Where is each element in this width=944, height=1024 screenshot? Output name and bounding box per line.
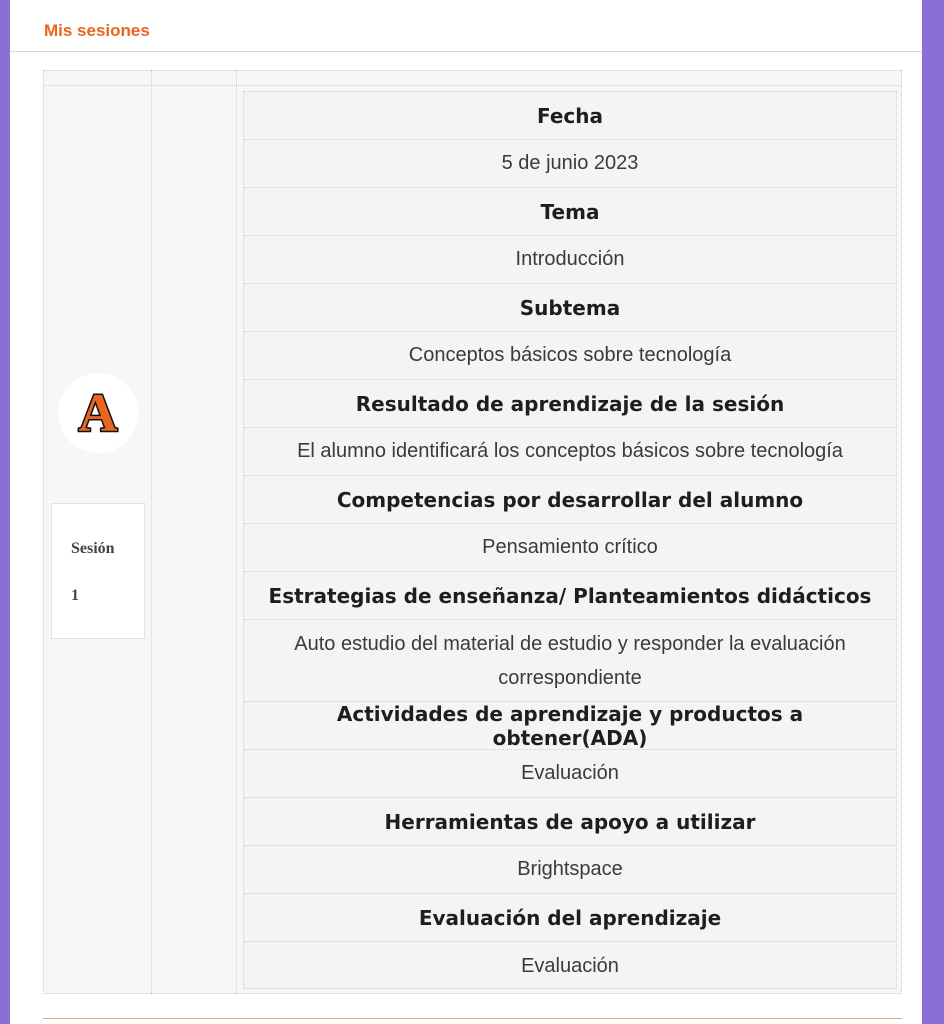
logo-letter: A [78, 387, 118, 437]
panel-title[interactable]: Mis sesiones [44, 21, 150, 40]
detail-heading: Competencias por desarrollar del alumno [244, 476, 896, 524]
detail-value: El alumno identificará los conceptos básicos sobre tecnología [244, 428, 896, 476]
detail-heading: Resultado de aprendizaje de la sesión [244, 380, 896, 428]
detail-value: Evaluación [521, 954, 619, 977]
detail-value: 5 de junio 2023 [244, 140, 896, 188]
detail-heading: Evaluación del aprendizaje [244, 894, 896, 942]
detail-value: Brightspace [244, 846, 896, 894]
table-header-strip [44, 71, 901, 86]
session-card[interactable] [51, 503, 145, 639]
detail-value: Introducción [244, 236, 896, 284]
session-label: Sesión [71, 540, 115, 557]
detail-heading: Actividades de aprendizaje y productos a obtener(ADA) [244, 702, 896, 750]
sessions-panel [10, 0, 922, 1024]
detail-value: Conceptos básicos sobre tecnología [244, 332, 896, 380]
session-detail-table [243, 91, 897, 989]
letter-a-logo-icon [74, 387, 122, 437]
detail-heading: Herramientas de apoyo a utilizar [244, 798, 896, 846]
session-logo [58, 373, 138, 453]
column-divider [151, 71, 152, 993]
session-number: 1 [71, 587, 79, 604]
column-divider [236, 71, 237, 993]
detail-value: Evaluación [244, 750, 896, 798]
detail-heading: Subtema [244, 284, 896, 332]
detail-value: Pensamiento crítico [244, 524, 896, 572]
detail-heading: Fecha [244, 92, 896, 140]
detail-heading: Tema [244, 188, 896, 236]
panel-header [10, 12, 922, 52]
detail-value: Auto estudio del material de estudio y responder la evaluación correspondiente [244, 620, 896, 702]
detail-heading: Estrategias de enseñanza/ Planteamientos didácticos [244, 572, 896, 620]
divider [43, 1018, 902, 1019]
sessions-table [43, 70, 902, 994]
